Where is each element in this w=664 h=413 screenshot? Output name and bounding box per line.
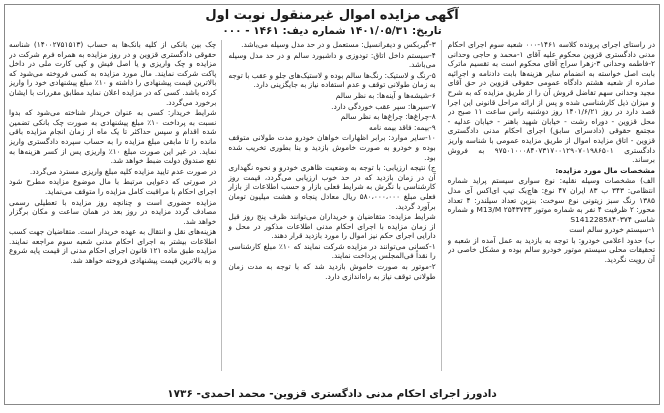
condition-item: ۶-شیشه‌ها و آینه‌ها: به نظر سالم	[335, 90, 436, 100]
vehicle-spec-paragraph: الف) مشخصات وسیله نقلیه: نوع سواری سیستم پراید شماره انتظامی: ۳۴۳ ب ۸۳ ایران ۴۷ نوع: هاچ‌بک تیپ ای‌اکس آی مدل ۱۳۸۵ رنگ سبز زیتونی نوع سوخت: بنزین تعداد سیلندر: ۴ تعداد محور: ۲ ظرفیت ۴ نفر به شماره موتور ۲۵۴۳۷۳۳ M13/M و شماره شاسی S1412285۸۴۰۳۷۴	[447, 176, 655, 224]
column-right	[448, 40, 655, 371]
ad-body	[5, 40, 659, 371]
condition-item: ۹-بیمه: فاقد بیمه نامه	[369, 122, 436, 132]
ad-title: آگهی مزایده اموال غیرمنقول نوبت اول	[205, 8, 459, 23]
column-left	[9, 40, 222, 371]
auction-term-item: ۱-کسانی می‌توانند در مزایده شرکت نمایند که ۱۰٪ مبلغ کارشناسی را نقداً فی‌المجلس پرداخت نمایند.	[228, 241, 436, 261]
ad-page	[4, 4, 660, 405]
column-middle	[228, 40, 441, 371]
refund-paragraph: در صورت عدم تایید مزایده کلیه مبلغ واریزی مسترد می‌گردد.	[29, 166, 217, 176]
dispute-paragraph: در صورتی که دعوایی مرتبط با مال موضوع مزایده مطرح شود اجرای احکام با مراقبت کامل مزایده را متوقف می‌نماید.	[9, 177, 217, 196]
holiday-paragraph: مزایده حضوری است و چنانچه روز مزایده با تعطیلی رسمی مصادف گردد مزایده در روز بعد در همان ساعت و مکان برگزار خواهد شد.	[9, 197, 217, 226]
condition-item: ۷-سپرها: سپر عقب خوردگی دارد.	[331, 101, 436, 111]
condition-item: ۵-رنگ و لاستیک: رنگ‌ها سالم بوده و لاستیک‌های جلو و عقب با توجه به زمان طولانی توقف و عدم استفاده نیاز به جایگزینی دارد.	[228, 70, 436, 90]
payment-paragraph: چک بین بانکی از کلیه بانک‌ها به حساب (۱۴۰۰۲۷۵۱۵۱۳) شناسه حقوقی دادگستری قزوین و در روز مزایده به همراه فرم شرکت در مزایده و چک واریزی و یا اصل فیش و کپی کارت ملی در داخل پاکت شرکت نمایند. مال مورد مزایده به کسی فروخته می‌شود که بالاترین قیمت پیشنهادی را داشته و ۱۰٪ مبلغ پیشنهادی خود را واریز کرده باشد. کسی که در مزایده اعلان نماید مطابق مقررات با ایشان برخورد می‌گردد.	[9, 40, 217, 107]
engine-status-item: ۱-سیستم خودرو سالم است	[569, 225, 655, 235]
condition-item: ۱۰-سایر موارد: برابر اظهارات خواهان خودرو مدت طولانی متوقف بوده و خودرو به صورت خاموش بازدید و بنا بطوری تخریب شده بود.	[228, 133, 436, 162]
vehicle-condition-paragraph: ب) حدود اعلامی خودرو: با توجه به بازدید به عمل آمده از شعبه و تحقیقات محلی سیستم موتور خودرو سالم بوده و مشکل خاصی در آن رویت نگردید.	[447, 235, 655, 265]
condition-item: ۸-چراغ‌ها: چراغ‌ها به نظر سالم	[340, 112, 436, 122]
auction-terms-paragraph: شرایط مزایده: متقاضیان و خریداران می‌توانند ظرف پنج روز قبل از زمان مزایده با اجرای احکام مدنی اطلاعات مذکور در محل و دارایی اجرای حکم نیز اموال را مورد بازدید قرار دهند.	[228, 212, 436, 241]
auction-term-item: ۲-موتور به صورت خاموش بازدید شد که با توجه به مدت زمان طولانی توقف نیاز به راه‌اندازی دارد.	[228, 262, 436, 281]
valuation-paragraph: ج) نتیجه ارزیابی: با توجه به وضعیت ظاهری خودرو و نحوه نگهداری آن در زمان بازدید که در حد خوب ارزیابی می‌گردد، قیمت روز کارشناسی با نگرش به شرایط فعلی بازار و حسب اطلاعات از بازار فعلی مبلغ ۵۸۰،۰۰۰،۰۰۰ ریال معادل پنجاه و هشت میلیون تومان برآورد گردید.	[228, 163, 436, 211]
property-heading: مشخصات مال مورد مزایده:	[555, 165, 655, 175]
condition-item: ۴-سیستم داخل اتاق: تودوزی و داشبورد سالم و در حد مدل وسیله می‌باشد.	[228, 50, 436, 70]
ad-date-number: تاریخ: ۱۴۰۱/۰۵/۳۱ شماره دیف: ۱۴۶۱ - ۰۰۰	[222, 25, 442, 37]
intro-paragraph: در راستای اجرای پرونده کلاسه ۱۴۶۱-۰۰۰ شعبه سوم اجرای احکام مدنی دادگستری قزوین محکوم علیه آقای ۱-محمد و حاجی وحدانی ۲-فاطمه وحدانی ۳-زهرا سراج آقای محکوم است به تقسیم ماترک بابت اصل خواسته به انضمام سایر هزینه‌ها بابت دادنامه و اجرائیه صادره از شعبه هشتم دادگاه عمومی حقوقی قزوین در حق آقای مجید وحدانی سهم تفاضل قروش آن را از طریق مزایده که به شرح و میزان ذیل کارشناسی شده و پس از ارائه مراحل قانونی این اجرا قصد دارد در روز ۱۴۰۱/۶/۲۱ روز دوشنبه راس ساعت ۱۱ صبح در محل قزوین - دوراه رشت - خیابان شهید باهنر - خیابان عدلیه - مجتمع حقوقی (دادسرای سابق) اجرای احکام مدنی دادگستری قزوین - اتاق مزایده اموال از طریق مزایده عمومی با شناسه واریز دادگستری ۹۷۵۰۱۰۰۰۸۴۰۷۳۱۷۰۰۱۲۹۰۷۰۱۹۸۶۵۰۱ به فروش برساند.	[447, 40, 655, 165]
condition-item: ۳-گیربکس و دیفرانسیل: مستعمل و در حد مدل وسیله می‌باشد.	[241, 40, 436, 49]
signature-line: دادورز اجرای احکام مدنی دادگستری قزوین- محمد احمدی- ۱۷۳۶	[167, 388, 497, 400]
buyer-conditions-paragraph: شرایط خریدار: کسی به عنوان خریدار شناخته می‌شود که بدوا نسبت به پرداخت ۱۰٪ مبلغ پیشنهادی به صورت چک بانکی تضمین شده اقدام و سپس حداکثر تا یک ماه از زمان انجام مزایده باقی مانده را تا مابقی مبلغ مزایده را به حساب سپرده دادگستری واریز نماید. در غیر این صورت مبلغ ۱۰٪ واریزی پس از کسر هزینه‌ها به نفع صندوق دولت ضبط خواهد شد.	[9, 108, 217, 166]
fees-paragraph: هزینه‌های نقل و انتقال به عهده خریدار است. متقاضیان جهت کسب اطلاعات بیشتر به اجرای احکام مدنی شعبه سوم مراجعه نمایند. مزایده طبق ماده ۱۲۱ قانون اجرای احکام مدنی از قیمت پایه شروع و به بالاترین قیمت پیشنهادی فروخته خواهد شد.	[9, 227, 217, 266]
